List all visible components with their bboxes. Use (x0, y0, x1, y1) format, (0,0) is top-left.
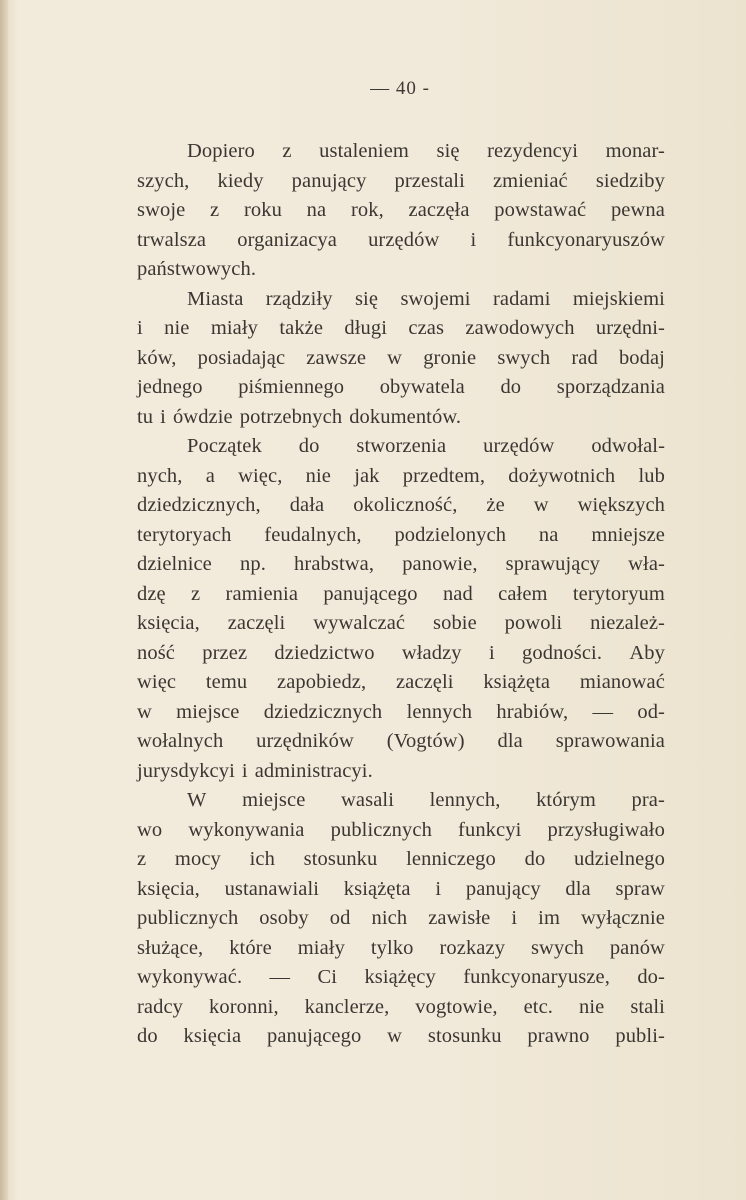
text-line: tu i ówdzie potrzebnych dokumentów. (137, 405, 462, 428)
text-line: służące, które miały tylko rozkazy swych panów (137, 936, 665, 959)
text-line: i nie miały także długi czas zawodowych urzędni- (137, 317, 665, 339)
text-line: publicznych osoby od nich zawisłe i im wyłącznie (137, 907, 665, 929)
text-line: radcy koronni, kanclerze, vogtowie, etc. nie stali (137, 995, 665, 1018)
body-text (137, 140, 665, 1055)
text-line: jednego piśmiennego obywatela do sporządzania (137, 376, 665, 398)
text-line: dzielnice np. hrabstwa, panowie, sprawujący wła- (137, 553, 665, 575)
text-line: do księcia panującego w stosunku prawno publi- (137, 1025, 665, 1047)
page-number: — 40 - (370, 78, 430, 99)
page-gutter (0, 0, 8, 1200)
text-line: wołalnych urzędników (Vogtów) dla sprawowania (137, 730, 665, 752)
text-line: trwalsza organizacya urzędów i funkcyonaryuszów (137, 228, 665, 251)
text-line: Początek do stworzenia urzędów odwołal- (187, 435, 665, 457)
text-line: dziedzicznych, dała okoliczność, że w większych (137, 494, 665, 516)
text-line: wykonywać. — Ci książęcy funkcyonaryusze, do- (137, 966, 665, 988)
text-line: swoje z roku na rok, zaczęła powstawać pewna (137, 199, 665, 221)
text-line: państwowych. (137, 258, 257, 280)
text-line: księcia, ustanawiali książęta i panujący dla spraw (137, 877, 665, 900)
text-line: ność przez dziedzictwo władzy i godności. Aby (137, 641, 665, 664)
text-line: księcia, zaczęli wywalczać sobie powoli niezależ- (137, 612, 665, 634)
text-line: Miasta rządziły się swojemi radami miejskiemi (187, 287, 665, 310)
text-line: z mocy ich stosunku lenniczego do udzielnego (137, 848, 665, 870)
text-line: terytoryach feudalnych, podzielonych na mniejsze (137, 523, 665, 546)
text-line: szych, kiedy panujący przestali zmieniać siedziby (137, 169, 665, 192)
text-line: ków, posiadając zawsze w gronie swych rad bodaj (137, 346, 665, 369)
text-line: dzę z ramienia panującego nad całem terytoryum (137, 582, 665, 605)
text-line: Dopiero z ustaleniem się rezydencyi monar- (187, 140, 665, 162)
text-line: W miejsce wasali lennych, którym pra- (187, 789, 665, 811)
text-line: wo wykonywania publicznych funkcyi przysługiwało (137, 818, 665, 841)
text-line: nych, a więc, nie jak przedtem, dożywotnich lub (137, 464, 665, 487)
text-line: jurysdykcyi i administracyi. (137, 759, 373, 782)
text-line: w miejsce dziedzicznych lennych hrabiów, — od- (137, 700, 665, 723)
text-line: więc temu zapobiedz, zaczęli książęta mianować (137, 671, 665, 693)
